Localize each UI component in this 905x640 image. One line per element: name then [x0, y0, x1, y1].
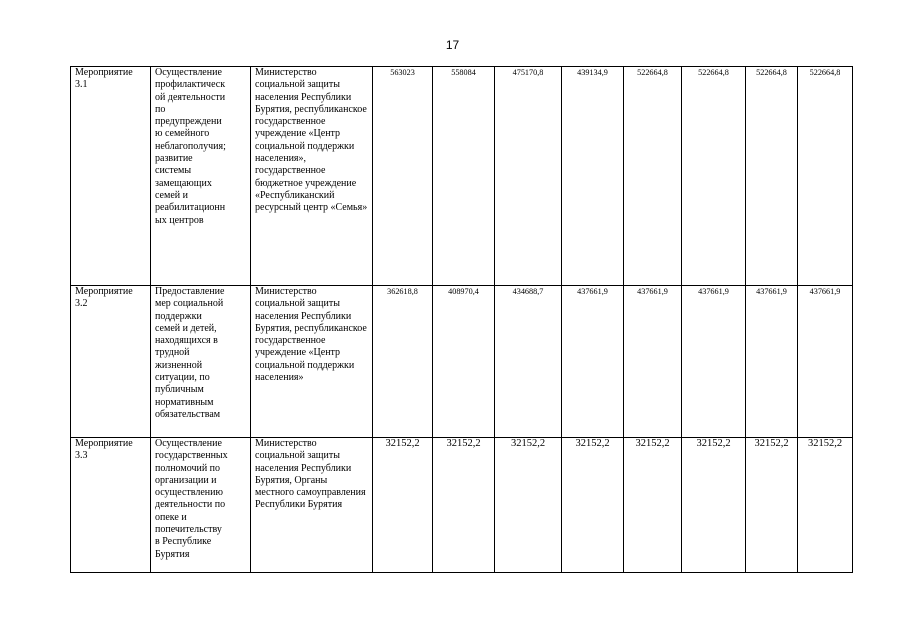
value-cell: 32152,2 — [433, 438, 495, 573]
value-cell: 437661,9 — [746, 286, 798, 438]
program-table — [70, 66, 853, 573]
measure-description: Осуществление профилактическ ой деятельности по предупреждени ю семейного неблагополучия; развитие системы замещающих семей и реабилитационн ых центров — [151, 67, 251, 286]
value-cell: 522664,8 — [798, 67, 853, 286]
value-cell: 362618,8 — [373, 286, 433, 438]
table-row — [71, 438, 853, 573]
value-cell: 437661,9 — [624, 286, 682, 438]
table-row — [71, 67, 853, 286]
value-cell: 434688,7 — [495, 286, 562, 438]
value-cell: 558084 — [433, 67, 495, 286]
value-cell: 32152,2 — [562, 438, 624, 573]
value-cell: 439134,9 — [562, 67, 624, 286]
page-number: 17 — [445, 38, 460, 52]
measure-name: Мероприятие 3.2 — [71, 286, 151, 438]
value-cell: 32152,2 — [746, 438, 798, 573]
value-cell: 32152,2 — [798, 438, 853, 573]
measure-description: Предоставление мер социальной поддержки семей и детей, находящихся в трудной жизненной ситуации, по публичным нормативным обязательствам — [151, 286, 251, 438]
value-cell: 437661,9 — [798, 286, 853, 438]
value-cell: 522664,8 — [624, 67, 682, 286]
value-cell: 437661,9 — [562, 286, 624, 438]
measure-executor: Министерство социальной защиты населения Республики Бурятия, Органы местного самоуправления Республики Бурятия — [251, 438, 373, 573]
measure-executor: Министерство социальной защиты населения Республики Бурятия, республиканское государственное учреждение «Центр социальной поддержки населения» — [251, 286, 373, 438]
value-cell: 32152,2 — [624, 438, 682, 573]
value-cell: 32152,2 — [373, 438, 433, 573]
value-cell: 32152,2 — [682, 438, 746, 573]
value-cell: 563023 — [373, 67, 433, 286]
measure-name: Мероприятие 3.3 — [71, 438, 151, 573]
value-cell: 32152,2 — [495, 438, 562, 573]
value-cell: 437661,9 — [682, 286, 746, 438]
value-cell: 408970,4 — [433, 286, 495, 438]
value-cell: 522664,8 — [682, 67, 746, 286]
table-row — [71, 286, 853, 438]
value-cell: 475170,8 — [495, 67, 562, 286]
measure-executor: Министерство социальной защиты населения Республики Бурятия, республиканское государственное учреждение «Центр социальной поддержки населения», государственное бюджетное учреждение «Республиканский ресурсный центр «Семья» — [251, 67, 373, 286]
value-cell: 522664,8 — [746, 67, 798, 286]
measure-name: Мероприятие 3.1 — [71, 67, 151, 286]
measure-description: Осуществление государственных полномочий по организации и осуществлению деятельности по опеке и попечительству в Республике Бурятия — [151, 438, 251, 573]
